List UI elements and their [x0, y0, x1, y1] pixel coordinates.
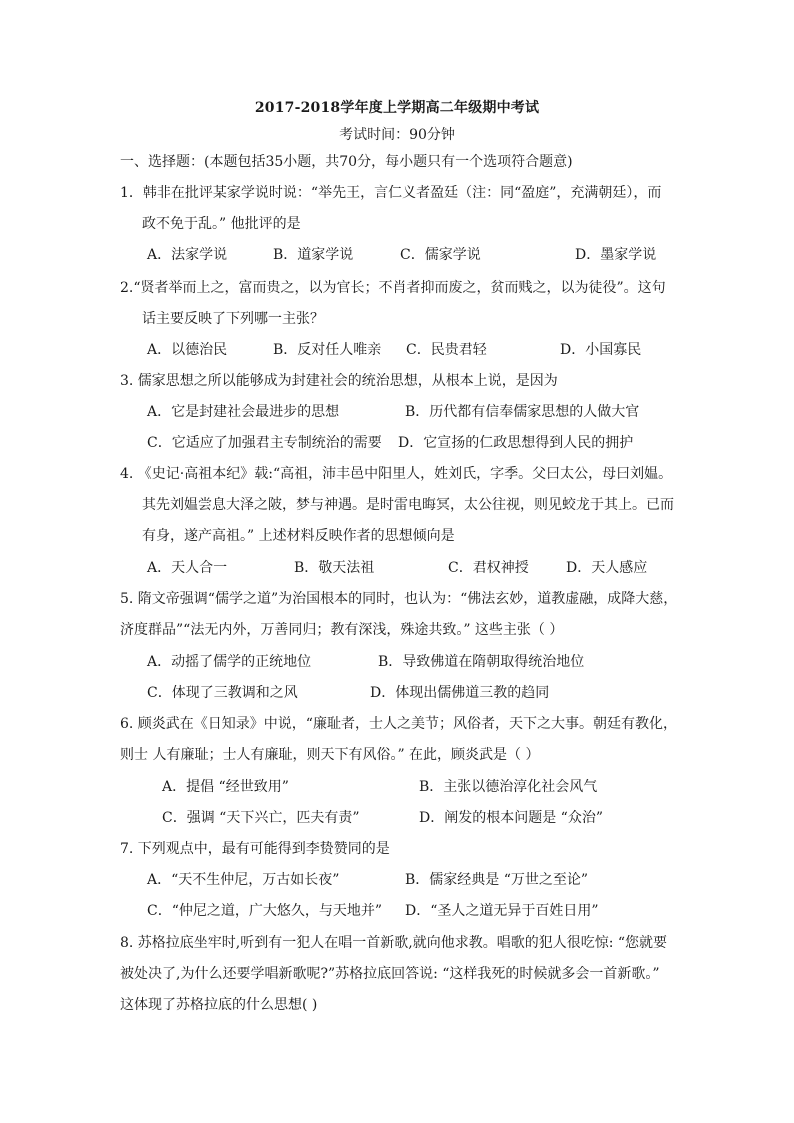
- question-5-option-b: B．导致佛道在隋朝取得统治地位: [378, 654, 585, 670]
- question-1-option-a: A．法家学说: [147, 247, 228, 263]
- question-2-line-1: 2.“贤者举而上之，富而贵之，以为官长；不肖者抑而废之，贫而贱之，以为徒役”。这句: [120, 280, 666, 296]
- question-8-line-2: 被处决了,为什么还要学唱新歌呢?”苏格拉底回答说: “这样我死的时候就多会一首新歌。”: [120, 966, 660, 982]
- question-1-line-2: 政不免于乱。” 他批评的是: [142, 216, 301, 232]
- question-1-option-d: D．墨家学说: [575, 247, 657, 263]
- question-3-option-a: A．它是封建社会最进步的思想: [147, 404, 340, 420]
- question-5-line-1: 5. 隋文帝强调“儒学之道”为治国根本的同时，也认为：“佛法玄妙，道教虚融，成降大慈，: [120, 591, 678, 607]
- question-1-option-c: C．儒家学说: [400, 247, 481, 263]
- question-2-option-c: C．民贵君轻: [406, 342, 487, 358]
- question-4-line-3: 有身，遂产高祖。” 上述材料反映作者的思想倾向是: [142, 528, 455, 544]
- question-5-option-d: D．体现出儒佛道三教的趋同: [370, 685, 550, 701]
- question-8-line-1: 8. 苏格拉底坐牢时,听到有一犯人在唱一首新歌,就向他求教。唱歌的犯人很吃惊: “您就要: [120, 935, 668, 951]
- question-5-option-a: A．动摇了儒学的正统地位: [147, 654, 312, 670]
- question-6-option-c: C．强调 “天下兴亡，匹夫有责”: [162, 810, 360, 826]
- question-1-option-b: B．道家学说: [273, 247, 354, 263]
- question-7-option-c: C．“仲尼之道，广大悠久，与天地并”: [147, 903, 383, 919]
- question-4-line-2: 其先刘媪尝息大泽之陂，梦与神遇。是时雷电晦冥，太公往视，则见蛟龙于其上。已而: [142, 497, 674, 513]
- question-4-option-b: B．敬天法祖: [294, 560, 375, 576]
- exam-title: 2017-2018学年度上学期高二年级期中考试: [254, 100, 540, 116]
- question-6-line-1: 6. 顾炎武在《日知录》中说，“廉耻者，士人之美节；风俗者，天下之大事。朝廷有教化，: [120, 716, 677, 732]
- question-5-option-c: C．体现了三教调和之风: [147, 685, 298, 701]
- question-6-option-d: D．阐发的根本问题是 “众治”: [419, 810, 603, 826]
- question-2-option-b: B．反对任人唯亲: [273, 342, 382, 358]
- question-7-option-a: A．“天不生仲尼，万古如长夜”: [147, 872, 340, 888]
- question-3-option-b: B．历代都有信奉儒家思想的人做大官: [405, 404, 640, 420]
- question-4-option-a: A．天人合一: [147, 560, 228, 576]
- question-2-line-2: 话主要反映了下列哪一主张？: [142, 311, 324, 327]
- question-2-option-d: D．小国寡民: [560, 342, 642, 358]
- question-7-option-b: B．儒家经典是 “万世之至论”: [405, 872, 589, 888]
- question-7-option-d: D．“圣人之道无异于百姓日用”: [405, 903, 599, 919]
- question-4-line-1: 4. 《史记·高祖本纪》载:“高祖，沛丰邑中阳里人，姓刘氏，字季。父曰太公，母曰刘媪。: [120, 466, 673, 482]
- question-1-line-1: 1．韩非在批评某家学说时说：“举先王，言仁义者盈廷（注：同“盈庭”，充满朝廷），而: [120, 185, 662, 201]
- exam-time: 考试时间：90分钟: [339, 127, 455, 143]
- question-6-option-a: A．提倡 “经世致用”: [162, 779, 289, 795]
- question-3-option-c: C．它适应了加强君主专制统治的需要: [147, 435, 382, 451]
- question-4-option-c: C．君权神授: [448, 560, 529, 576]
- question-6-line-2: 则士 人有廉耻；士人有廉耻，则天下有风俗。” 在此，顾炎武是（ ）: [120, 747, 540, 763]
- question-7-line-1: 7. 下列观点中，最有可能得到李贽赞同的是: [120, 841, 390, 857]
- question-5-line-2: 济度群品”“法无内外，万善同归；教有深浅，殊途共致。” 这些主张（ ）: [120, 622, 564, 638]
- question-4-option-d: D．天人感应: [566, 560, 648, 576]
- question-2-option-a: A．以德治民: [147, 342, 228, 358]
- question-3-option-d: D．它宣扬的仁政思想得到人民的拥护: [398, 435, 634, 451]
- question-3-line-1: 3. 儒家思想之所以能够成为封建社会的统治思想，从根本上说，是因为: [120, 373, 558, 389]
- question-8-line-3: 这体现了苏格拉底的什么思想( ): [120, 997, 318, 1013]
- section-heading: 一、选择题：(本题包括35小题，共70分，每小题只有一个选项符合题意): [120, 154, 573, 170]
- question-6-option-b: B．主张以德治淳化社会风气: [419, 779, 598, 795]
